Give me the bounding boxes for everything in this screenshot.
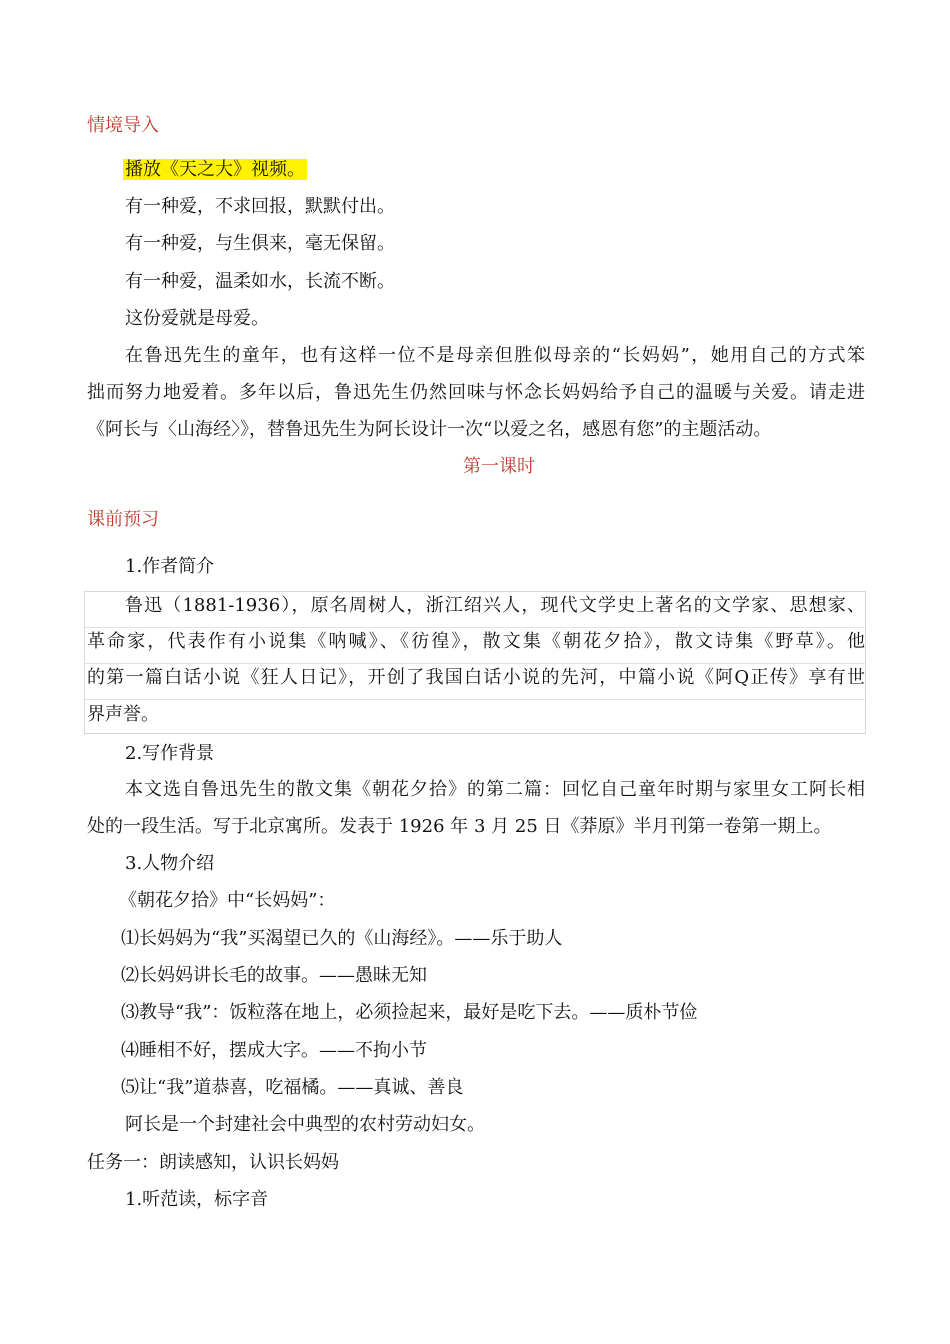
background-line: 处的一段生活。写于北京寓所。发表于 1926 年 3 月 25 日《莽原》半月刊第一卷第一期上。 — [87, 816, 832, 837]
character-item: ⑴长妈妈为“我”买渴望已久的《山海经》。——乐于助人 — [121, 928, 563, 949]
background-line: 本文选自鲁迅先生的散文集《朝花夕拾》的第二篇：回忆自己童年时期与家里女工阿长相 — [125, 779, 865, 800]
section-heading-preview: 课前预习 — [87, 509, 159, 530]
poem-line: 有一种爱，温柔如水，长流不断。 — [125, 271, 395, 292]
character-item: ⑷睡相不好，摆成大字。——不拘小节 — [121, 1040, 427, 1061]
divider — [85, 699, 865, 700]
poem-line: 有一种爱，与生俱来，毫无保留。 — [125, 233, 395, 254]
author-line: 鲁迅（1881-1936），原名周树人，浙江绍兴人，现代文学史上著名的文学家、思想家、 — [125, 595, 865, 616]
task-title: 任务一：朗读感知，认识长妈妈 — [87, 1152, 339, 1173]
video-line — [123, 158, 307, 182]
subheading-characters: 3.人物介绍 — [125, 853, 215, 874]
subheading-author: 1.作者简介 — [125, 556, 215, 577]
intro-paragraph-line: 拙而努力地爱着。多年以后，鲁迅先生仍然回味与怀念长妈妈给予自己的温暖与关爱。请走进 — [87, 382, 865, 403]
character-intro: 《朝花夕拾》中“长妈妈”： — [119, 890, 336, 911]
intro-paragraph-line: 《阿长与〈山海经〉》，替鲁迅先生为阿长设计一次“以爱之名，感恩有您”的主题活动。 — [87, 419, 772, 440]
divider — [85, 627, 865, 628]
lesson-title: 第一课时 — [463, 456, 535, 477]
character-item: ⑵长妈妈讲长毛的故事。——愚昧无知 — [121, 965, 427, 986]
poem-line: 有一种爱，不求回报，默默付出。 — [125, 196, 395, 217]
character-item: ⑸让“我”道恭喜，吃福橘。——真诚、善良 — [121, 1077, 464, 1098]
task-step: 1.听范读，标字音 — [125, 1189, 269, 1210]
author-line: 革命家，代表作有小说集《呐喊》、《彷徨》，散文集《朝花夕拾》，散文诗集《野草》。他 — [87, 631, 865, 652]
divider — [85, 663, 865, 664]
character-summary: 阿长是一个封建社会中典型的农村劳动妇女。 — [125, 1114, 485, 1135]
subheading-background: 2.写作背景 — [125, 743, 215, 764]
author-line: 的第一篇白话小说《狂人日记》，开创了我国白话小说的先河，中篇小说《阿Q正传》享有世 — [87, 667, 865, 688]
highlighted-text: 播放《天之大》视频。 — [125, 159, 305, 180]
poem-line: 这份爱就是母爱。 — [125, 308, 269, 329]
character-item: ⑶教导“我”：饭粒落在地上，必须捡起来，最好是吃下去。——质朴节俭 — [121, 1002, 698, 1023]
author-line: 界声誉。 — [87, 704, 159, 725]
intro-paragraph-line: 在鲁迅先生的童年，也有这样一位不是母亲但胜似母亲的“长妈妈”，她用自己的方式笨 — [125, 345, 865, 366]
section-heading-intro: 情境导入 — [87, 115, 159, 136]
